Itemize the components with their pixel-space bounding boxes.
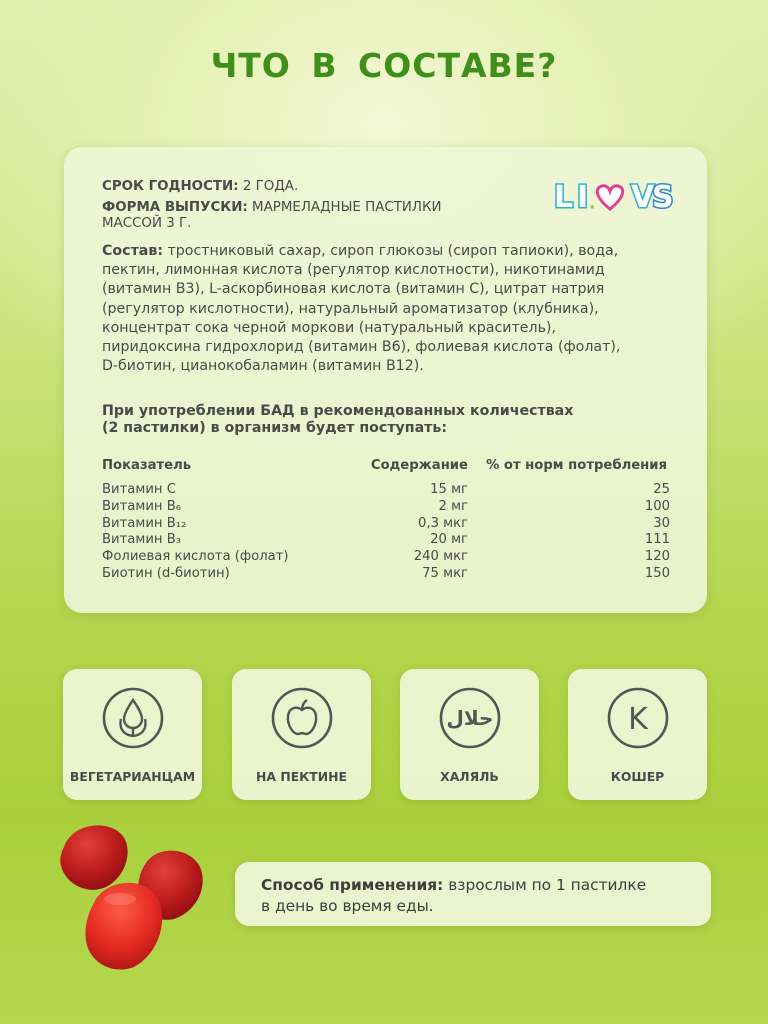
gummies-illustration bbox=[50, 815, 250, 1015]
release-form bbox=[102, 199, 442, 216]
halal-glyph: حلال bbox=[446, 706, 494, 730]
header-content: Содержание bbox=[370, 458, 468, 473]
cell-percent: 111 bbox=[644, 532, 670, 548]
shelf-life-label: СРОК ГОДНОСТИ: bbox=[102, 179, 239, 194]
intake-heading bbox=[102, 403, 573, 437]
livs-logo bbox=[552, 176, 676, 216]
cell-content: 0,3 мкг bbox=[417, 515, 468, 531]
badge-label: КОШЕР bbox=[610, 769, 665, 784]
cell-percent: 120 bbox=[644, 549, 670, 565]
page-title: ЧТО В СОСТАВЕ? bbox=[210, 46, 558, 85]
svg-text:.: . bbox=[592, 207, 593, 208]
table-header-row bbox=[102, 458, 672, 482]
intake-line: При употреблении БАД в рекомендованных количествах bbox=[102, 403, 574, 419]
svg-text:V: V bbox=[631, 180, 655, 215]
apple-icon bbox=[270, 686, 334, 750]
usage-label: Способ применения: bbox=[261, 876, 444, 894]
usage-line: в день во время еды. bbox=[261, 897, 434, 915]
composition-line: (витамин В3), L-аскорбиновая кислота (витамин С), цитрат натрия bbox=[102, 281, 605, 298]
table-row bbox=[102, 499, 672, 516]
composition-label: Состав: bbox=[102, 243, 164, 259]
intake-line: (2 пастилки) в организм будет поступать: bbox=[102, 420, 448, 436]
composition-line: пектин, лимонная кислота (регулятор кислотности), никотинамид bbox=[102, 262, 605, 279]
release-form-value: МАРМЕЛАДНЫЕ ПАСТИЛКИ bbox=[252, 200, 442, 215]
release-form-label: ФОРМА ВЫПУСКИ: bbox=[102, 200, 248, 215]
badge-halal bbox=[400, 669, 539, 800]
cell-percent: 25 bbox=[653, 482, 670, 497]
cell-percent: 30 bbox=[653, 515, 670, 531]
composition-line: D-биотин, цианокобаламин (витамин В12). bbox=[102, 358, 424, 375]
header-percent: % от норм потребления bbox=[486, 458, 667, 473]
svg-text:L: L bbox=[554, 180, 574, 215]
kosher-icon bbox=[606, 686, 670, 750]
badge-label: ХАЛЯЛЬ bbox=[440, 769, 499, 784]
svg-text:S: S bbox=[652, 180, 674, 215]
nutrition-table bbox=[102, 458, 672, 583]
usage-box bbox=[235, 862, 711, 926]
table-row bbox=[102, 532, 672, 549]
cell-percent: 100 bbox=[644, 498, 670, 514]
release-form-line2: МАССОЙ 3 Г. bbox=[102, 216, 192, 231]
kosher-glyph: K bbox=[628, 702, 648, 737]
svg-text:I: I bbox=[577, 180, 589, 215]
shelf-life bbox=[102, 178, 298, 195]
badge-kosher bbox=[568, 669, 707, 800]
cell-content: 75 мкг bbox=[422, 565, 468, 581]
header-indicator: Показатель bbox=[102, 458, 192, 473]
table-row bbox=[102, 516, 672, 533]
badge-label: ВЕГЕТАРИАНЦАМ bbox=[69, 769, 196, 784]
cell-percent: 150 bbox=[644, 565, 670, 581]
cell-indicator: Витамин С bbox=[102, 482, 176, 497]
badge-pectin bbox=[232, 669, 371, 800]
badge-vegetarian bbox=[63, 669, 202, 800]
cell-content: 240 мкг bbox=[413, 549, 468, 565]
cell-indicator: Фолиевая кислота (фолат) bbox=[102, 549, 289, 565]
table-row bbox=[102, 549, 672, 566]
composition-line: пиридоксина гидрохлорид (витамин В6), фолиевая кислота (фолат), bbox=[102, 339, 621, 356]
halal-icon bbox=[438, 686, 502, 750]
cell-indicator: Витамин В₃ bbox=[102, 532, 182, 548]
composition-line: (регулятор кислотности), натуральный ароматизатор (клубника), bbox=[102, 300, 599, 317]
table-row bbox=[102, 566, 672, 583]
usage-line: взрослым по 1 пастилке bbox=[443, 876, 647, 894]
cell-indicator: Биотин (d-биотин) bbox=[102, 565, 230, 581]
badge-label: НА ПЕКТИНЕ bbox=[256, 769, 347, 784]
composition-line: тростниковый сахар, сироп глюкозы (сироп тапиоки), вода, bbox=[163, 243, 619, 259]
composition-text bbox=[102, 242, 682, 376]
cell-content: 20 мг bbox=[430, 532, 468, 548]
cell-indicator: Витамин В₆ bbox=[102, 498, 182, 514]
cell-indicator: Витамин В₁₂ bbox=[102, 515, 187, 531]
composition-line: концентрат сока черной моркови (натуральный краситель), bbox=[102, 319, 556, 336]
table-row bbox=[102, 482, 672, 499]
shelf-life-value: 2 ГОДА. bbox=[242, 179, 299, 194]
cell-content: 2 мг bbox=[438, 498, 468, 514]
cell-content: 15 мг bbox=[430, 482, 468, 497]
leaf-drop-icon bbox=[101, 686, 165, 750]
